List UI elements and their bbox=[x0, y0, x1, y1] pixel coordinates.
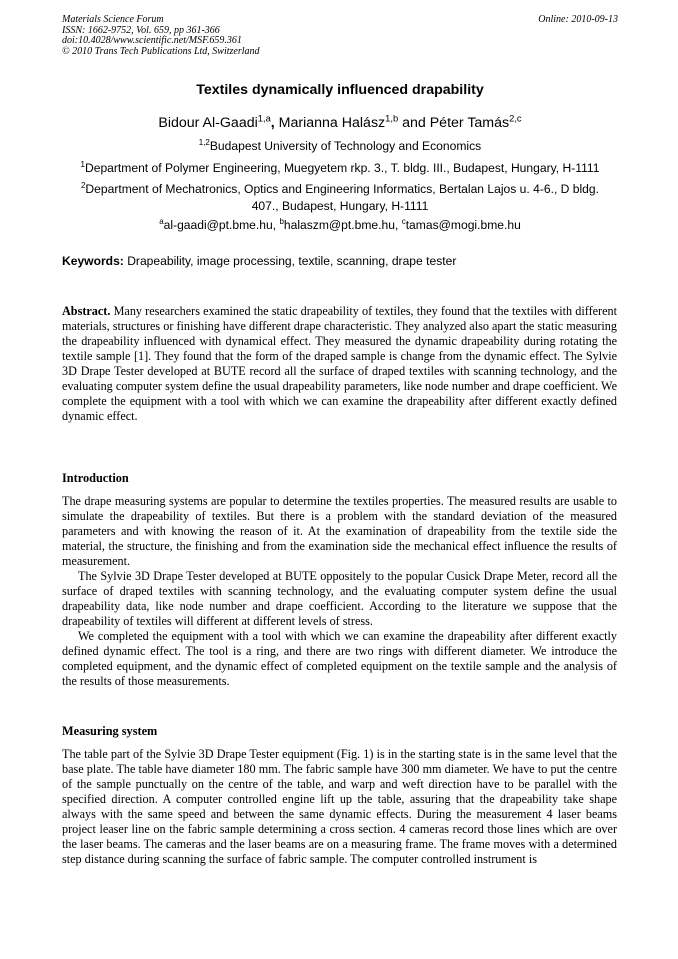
author-separator: and bbox=[398, 115, 430, 131]
keywords bbox=[62, 254, 618, 268]
author-separator: , bbox=[270, 115, 279, 131]
keywords-text: Drapeability, image processing, textile, scanning, drape tester bbox=[123, 254, 457, 268]
affiliation-text: Department of Polymer Engineering, Muegyetem rkp. 3., T. bldg. III., Budapest, Hungary, H-1111 bbox=[84, 161, 600, 175]
paragraph: We completed the equipment with a tool with which we can examine the drapeability after different exactly defined dynamic effect. The tool is a ring, and there are two rings with different diameter. We introduce the completed equipment, and the dynamic effect of completed equipment on the textile sample and the analysis of the results of those measurements. bbox=[62, 629, 617, 688]
author-name: Péter Tamás bbox=[429, 115, 510, 131]
author-list bbox=[62, 115, 618, 131]
paragraph: The Sylvie 3D Drape Tester developed at BUTE oppositely to the popular Cusick Drape Meter, record all the surface of draped textiles with scanning technology, and the evaluating computer system define the usual drapeability data, like node number and drape coefficient. According to the literature we suppose that the drapeability of textiles will different at different levels of stress. bbox=[62, 569, 617, 628]
section-heading-measuring-system: Measuring system bbox=[62, 724, 158, 738]
introduction-body bbox=[62, 494, 617, 689]
paragraph: The table part of the Sylvie 3D Drape Tester equipment (Fig. 1) is in the starting state is in the same level that the base plate. The table have diameter 180 mm. The fabric sample have 300 mm diameter. We have to put the centre of the sample punctually on the centre of the table, and warp and weft direction have to be parallel with the specified direction. A computer controlled engine lift up the table, assuring that the drapeability take shape always with the same speed and between the same dynamic effects. During the measurement 4 laser beams project leaser line on the fabric sample determining a cross section. 4 cameras record those lines which are over the laser beams. The cameras and the laser beams are on a measuring frame. The frame moves with a determined step distance during scanning the surface of fabric sample. The computer controlled instrument is bbox=[62, 747, 617, 866]
affiliation-marker: 2 bbox=[80, 180, 86, 190]
email-address: al-gaadi@pt.bme.hu, bbox=[163, 218, 280, 232]
email-address: halaszm@pt.bme.hu, bbox=[283, 218, 402, 232]
doi-line: doi:10.4028/www.scientific.net/MSF.659.361 bbox=[62, 35, 242, 47]
author-marker: 1,a bbox=[257, 113, 271, 124]
email-marker: b bbox=[279, 216, 284, 226]
online-date: Online: 2010-09-13 bbox=[538, 14, 618, 25]
paragraph: The drape measuring systems are popular to determine the textiles properties. The measured results are usable to simulate the drapeability of textiles. But there is a problem with the standard deviation of the measured parameters and with knowing the reason of it. At the examination of drapeability from the textile side the material, the structure, the finishing and from the examination side the mechanical effect influence the results of measurement. bbox=[62, 494, 617, 568]
author-marker: 1,b bbox=[385, 113, 399, 124]
email-address: tamas@mogi.bme.hu bbox=[405, 218, 521, 232]
author-marker: 2,c bbox=[509, 113, 522, 124]
copyright-line: © 2010 Trans Tech Publications Ltd, Switzerland bbox=[62, 45, 260, 57]
journal-header bbox=[62, 15, 618, 57]
measuring-body bbox=[62, 747, 617, 867]
issn-line: ISSN: 1662-9752, Vol. 659, pp 361-366 bbox=[62, 24, 220, 36]
affiliation-2 bbox=[62, 181, 618, 215]
email-line bbox=[62, 217, 618, 234]
paper-title: Textiles dynamically influenced drapability bbox=[196, 82, 484, 98]
email-marker: c bbox=[401, 216, 406, 226]
keywords-label: Keywords: bbox=[62, 254, 124, 268]
journal-name: Materials Science Forum bbox=[62, 14, 164, 25]
affiliation-marker: 1 bbox=[80, 159, 85, 169]
affiliation-university bbox=[62, 138, 618, 155]
author-name: Marianna Halász bbox=[278, 115, 386, 131]
author-name: Bidour Al-Gaadi bbox=[158, 115, 258, 131]
abstract-text: Many researchers examined the static drapeability of textiles, they found that the textiles with different materials, structures or finishing have different drape characteristic. They analyzed also apart the static measuring the drapeability influenced with dynamical effect. They measured the dynamic drapeability during rotating the textile sample [1]. They found that the form of the draped sample is change from the dynamic effect. The Sylvie 3D Drape Tester developed at BUTE record all the surface of draped textiles with scanning technology, and the evaluating computer system define the usual drapeability parameters, like node number and drape coefficient. We complete the equipment with a tool with which we can examine the drapeability after different exactly defined dynamic effect. bbox=[62, 304, 617, 423]
abstract bbox=[62, 304, 617, 424]
affiliation-1 bbox=[62, 160, 618, 177]
abstract-label: Abstract. bbox=[62, 304, 111, 318]
affiliation-text: 407., Budapest, Hungary, H-1111 bbox=[251, 199, 429, 213]
affiliation-text: Budapest University of Technology and Economics bbox=[209, 139, 482, 153]
email-marker: a bbox=[159, 216, 164, 226]
section-heading-introduction: Introduction bbox=[62, 471, 129, 485]
affiliation-marker: 1,2 bbox=[198, 137, 210, 147]
affiliation-text: Department of Mechatronics, Optics and Engineering Informatics, Bertalan Lajos u. 4-6., D bldg. bbox=[85, 182, 599, 196]
